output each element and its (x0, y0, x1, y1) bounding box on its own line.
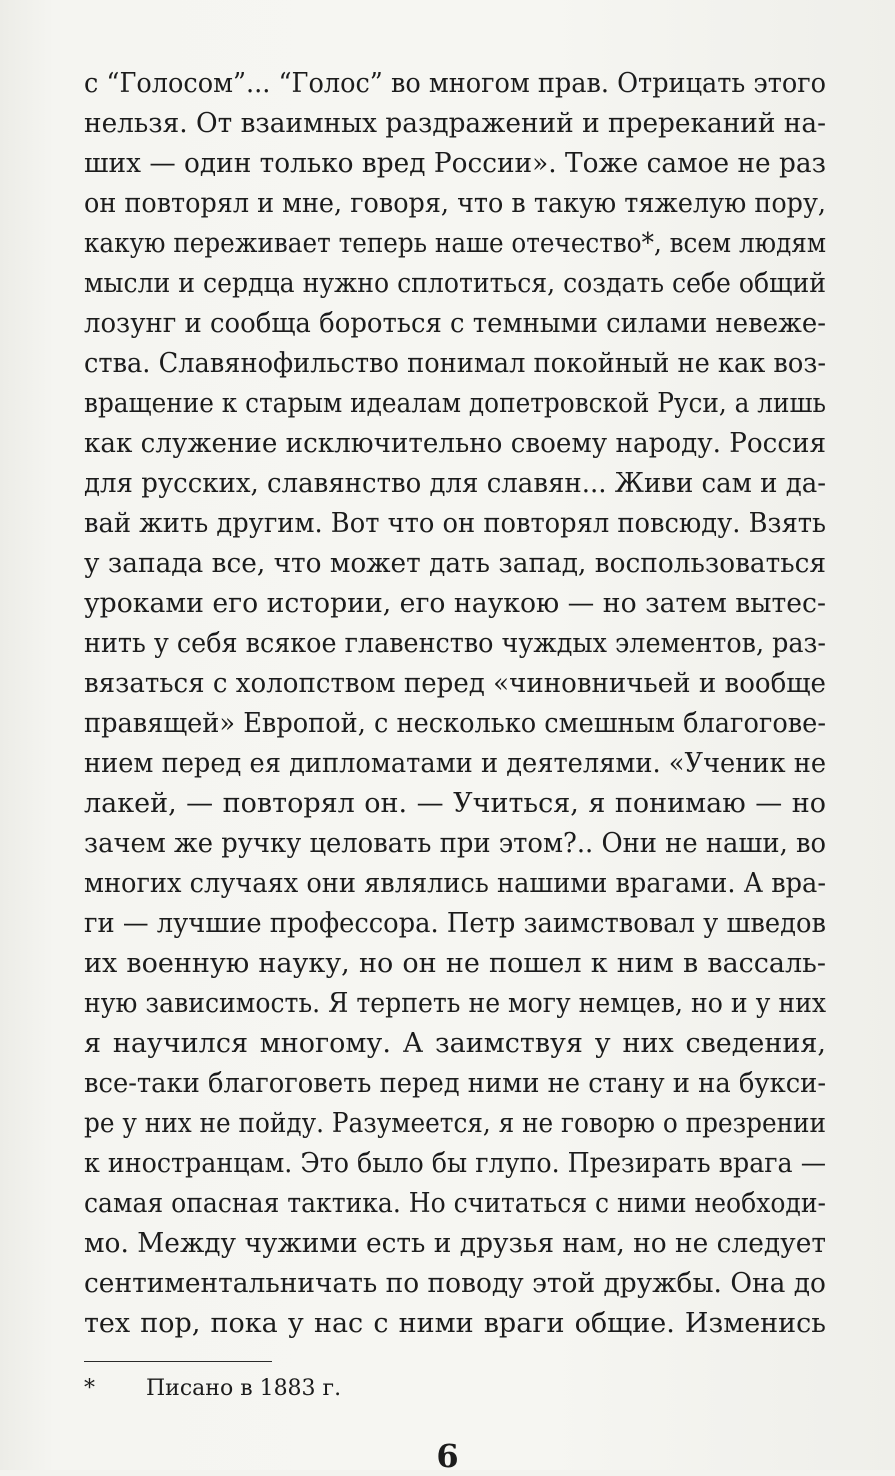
text-line: как служение исключительно своему народу. Россия (84, 428, 826, 459)
text-line: нельзя. От взаимных раздражений и пререканий на- (84, 108, 826, 139)
text-line: ства. Славянофильство понимал покойный не как воз- (84, 348, 827, 379)
text-line: правящей» Европой, с несколько смешным благогове- (84, 708, 826, 739)
text-line: с “Голосом”... “Голос” во многом прав. Отрицать этого (84, 68, 826, 99)
text-line: я научился многому. А заимствуя у них сведения, (84, 1028, 826, 1059)
page-number: 6 (436, 1437, 459, 1475)
footnote-text: Писано в 1883 г. (146, 1376, 342, 1401)
text-line: лозунг и сообща бороться с темными силами невеже- (84, 308, 826, 339)
text-line: какую переживает теперь наше отечество*, всем людям (84, 228, 827, 259)
text-line: он повторял и мне, говоря, что в такую тяжелую пору, (84, 188, 827, 219)
text-line: к иностранцам. Это было бы глупо. Презирать врага — (84, 1148, 827, 1179)
text-line: ших — один только вред России». Тоже самое не раз (84, 148, 826, 179)
text-line: вязаться с холопством перед «чиновничьей и вообще (84, 668, 826, 699)
text-line: все-таки благоговеть перед ними не стану и на букси- (84, 1068, 827, 1099)
text-line: мысли и сердца нужно сплотиться, создать себе общий (84, 268, 827, 299)
text-line: нием перед ея дипломатами и деятелями. «Ученик не (84, 748, 827, 779)
footnote-mark: * (84, 1376, 95, 1401)
text-line: ре у них не пойду. Разумеется, я не говорю о презрении (84, 1108, 827, 1139)
text-line: уроками его истории, его наукою — но затем вытес- (84, 588, 826, 619)
text-line: ги — лучшие профессора. Петр заимствовал у шведов (84, 908, 826, 939)
footnote (84, 1374, 341, 1404)
text-line: у запада все, что может дать запад, воспользоваться (84, 548, 827, 579)
text-line: многих случаях они являлись нашими врагами. А вра- (84, 868, 826, 899)
text-line: самая опасная тактика. Но считаться с ними необходи- (84, 1188, 827, 1219)
text-line: для русских, славянство для славян... Живи сам и да- (84, 468, 827, 499)
text-line: ную зависимость. Я терпеть не могу немцев, но и у них (84, 988, 827, 1019)
text-line: мо. Между чужими есть и друзья нам, но не следует (84, 1228, 826, 1259)
footnote-rule (84, 1361, 272, 1362)
text-line: сентиментальничать по поводу этой дружбы. Она до (84, 1268, 826, 1299)
text-line: лакей, — повторял он. — Учиться, я понимаю — но (84, 788, 826, 819)
text-line: зачем же ручку целовать при этом?.. Они не наши, во (84, 828, 827, 859)
text-line: вращение к старым идеалам допетровской Руси, а лишь (84, 388, 826, 419)
body-text (84, 64, 826, 1344)
text-line: их военную науку, но он не пошел к ним в вассаль- (84, 948, 826, 979)
text-line: вай жить другим. Вот что он повторял повсюду. Взять (84, 508, 827, 539)
text-line: нить у себя всякое главенство чуждых элементов, раз- (84, 628, 827, 659)
text-line: тех пор, пока у нас с ними враги общие. Изменись (84, 1308, 826, 1339)
